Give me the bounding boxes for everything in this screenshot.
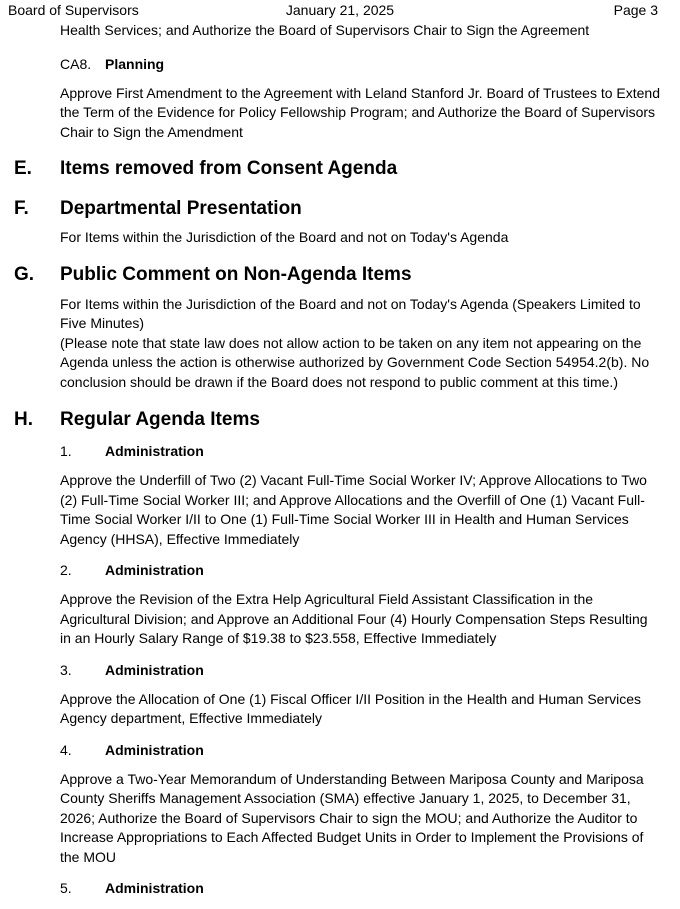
header-board-name: Board of Supervisors [8,2,139,18]
item-number: 3. [60,661,72,678]
section-letter: E. [14,158,32,179]
item-department: Administration [105,741,204,758]
item-department: Administration [105,443,204,459]
regular-item-5-heading [60,877,680,899]
continuation-text: Health Services; and Authorize the Board of Supervisors Chair to Sign the Agreement [60,22,590,38]
item-department: Administration [105,661,204,678]
item-number: 4. [60,741,72,758]
regular-item-4-heading [60,739,680,761]
agenda-content [0,21,680,899]
regular-item-4-description: Approve a Two-Year Memorandum of Understanding Between Mariposa County and Mariposa County Sheriffs Management Association (SMA) effective January 1, 2025, to December 31, 2026; Authorize the Board of Supervisors Chair to sign the MOU; and Authorize the Auditor to Increase Appropriations to Each Affected Budget Units in Order to Implement the Provisions of the MOU [60,770,644,865]
section-letter: G. [14,263,35,285]
section-g-notice: (Please note that state law does not allow action to be taken on any item not appearing on the Agenda unless the action is otherwise authorized by Government Code Section 54954.2(b). No conclusion should be drawn if the Board does not respond to public comment at this time.) [60,334,650,390]
item-department: Administration [105,562,204,578]
item-number: CA8. [60,55,92,72]
regular-item-2-heading [60,559,680,581]
section-letter: H. [14,409,33,430]
item-number: 2. [60,562,72,578]
page-header [0,2,680,20]
section-g-heading [0,260,680,290]
section-title: Departmental Presentation [60,198,302,219]
section-e-heading [0,154,680,184]
regular-item-3-heading [60,659,680,681]
regular-item-3-description: Approve the Allocation of One (1) Fiscal Officer I/II Position in the Health and Human Services Agency department, Effective Immediately [60,690,642,726]
header-page-number: Page 3 [613,2,658,18]
header-date: January 21, 2025 [285,2,395,18]
item-number: 5. [60,880,72,896]
section-g-text: For Items within the Jurisdiction of the Board and not on Today's Agenda (Speakers Limited to Five Minutes) [60,295,641,331]
item-number: 1. [60,443,72,459]
regular-item-2-description: Approve the Revision of the Extra Help Agricultural Field Assistant Classification in the Agricultural Division; and Approve an Additional Four (4) Hourly Compensation Steps Resulting in an Hourly Salary Range of $19.38 to $23.558, Effective Immediately [60,591,648,646]
item-department: Administration [105,880,204,896]
section-title: Regular Agenda Items [60,409,260,430]
section-f-heading [0,194,680,224]
item-department: Planning [105,55,165,72]
section-title: Items removed from Consent Agenda [60,158,398,179]
section-f-text: For Items within the Jurisdiction of the Board and not on Today's Agenda [60,229,509,245]
item-ca8-description: Approve First Amendment to the Agreement with Leland Stanford Jr. Board of Trustees to Extend the Term of the Evidence for Policy Fellowship Program; and Authorize the Board of Supervisors Chair to Sign the Amendment [60,84,660,140]
section-letter: F. [14,198,29,219]
section-title: Public Comment on Non-Agenda Items [60,263,412,285]
regular-item-1-description: Approve the Underfill of Two (2) Vacant Full-Time Social Worker IV; Approve Allocations to Two (2) Full-Time Social Worker III; and Approve Allocations and the Overfill of One (1) Vacant Full-Time Social Worker I/II to One (1) Full-Time Social Worker III in Health and Human Services Agency (HHSA), Effective Immediately [60,472,647,547]
regular-item-1-heading [60,440,680,462]
item-ca8-heading [60,53,680,75]
section-h-heading [0,405,680,435]
